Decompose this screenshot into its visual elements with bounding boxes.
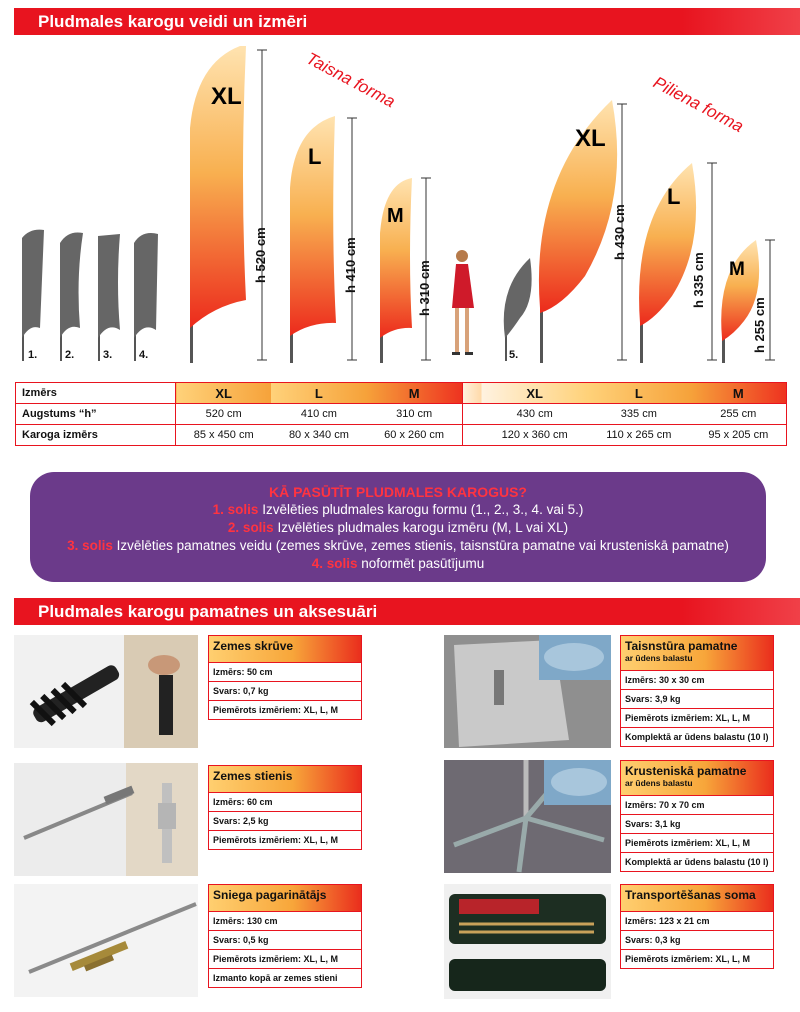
straight-shape-title: Taisna forma (303, 48, 399, 112)
shape-number-5: 5. (509, 349, 519, 361)
flag-size-label: XL (575, 125, 606, 152)
flag-size-label: XL (211, 83, 242, 110)
card-row: Piemērots izmēriem: XL, L, M (620, 709, 774, 728)
accessory-card-ground-screw (208, 635, 362, 720)
card-row: Svars: 3,1 kg (620, 815, 774, 834)
drop-shape-title: Piliena forma (650, 72, 747, 137)
accessory-card-ground-rod (208, 765, 362, 850)
section-title-accessories: Pludmales karogu pamatnes un aksesuāri (14, 598, 800, 625)
grey-shape-3 (98, 234, 120, 361)
card-title: Taisnstūra pamatne ar ūdens balastu (620, 635, 774, 671)
shape-number-4: 4. (139, 349, 149, 361)
flag-straight-xl (190, 46, 246, 363)
card-row: Piemērots izmēriem: XL, L, M (620, 950, 774, 969)
card-row: Izmanto kopā ar zemes stieni (208, 969, 362, 988)
flag-height-label: h 310 cm (417, 260, 432, 316)
card-title: Transportēšanas soma (620, 884, 774, 912)
size-cell: M (366, 383, 462, 404)
ground-rod-photo (14, 763, 198, 876)
accessory-card-transport-bag (620, 884, 774, 969)
how-to-order-box (30, 472, 766, 582)
flag-size-label: L (308, 144, 322, 169)
snow-extension-photo (14, 884, 198, 997)
size-cell: XL (176, 383, 272, 404)
order-title: KĀ PASŪTĪT PLUDMALES KAROGUS? (269, 484, 527, 500)
flag-height-label: h 520 cm (253, 227, 268, 283)
height-cell: 410 cm (271, 404, 366, 425)
card-title: Zemes skrūve (208, 635, 362, 663)
card-row: Svars: 0,3 kg (620, 931, 774, 950)
table-row (16, 383, 787, 404)
order-step-1: 1. solis Izvēlēties pludmales karogu formu (1., 2., 3., 4. vai 5.) (212, 502, 584, 517)
card-row: Svars: 0,7 kg (208, 682, 362, 701)
flag-size-label: M (387, 205, 404, 227)
flag-size-label: M (729, 259, 745, 280)
transport-bag-photo (444, 884, 611, 999)
size-cell: L (271, 383, 366, 404)
order-step-4: 4. solis noformēt pasūtījumu (311, 556, 485, 571)
card-row: Izmērs: 60 cm (208, 793, 362, 812)
square-base-photo (444, 635, 611, 748)
accessory-card-cross-base (620, 760, 774, 872)
shape-number-1: 1. (28, 349, 38, 361)
card-title: Sniega pagarinātājs (208, 884, 362, 912)
table-gap (462, 404, 482, 425)
card-row: Izmērs: 130 cm (208, 912, 362, 931)
card-subtitle: ar ūdens balastu (625, 778, 693, 788)
table-gap (462, 383, 482, 404)
flag-size-cell: 60 x 260 cm (366, 425, 462, 446)
cross-base-photo (444, 760, 611, 873)
card-row: Piemērots izmēriem: XL, L, M (208, 950, 362, 969)
grey-shape-4 (134, 233, 158, 361)
card-row: Svars: 2,5 kg (208, 812, 362, 831)
row-label: Augstums “h” (16, 404, 176, 425)
flag-drop-l (639, 163, 696, 363)
flag-height-label: h 410 cm (343, 237, 358, 293)
height-cell: 430 cm (482, 404, 587, 425)
card-row: Svars: 0,5 kg (208, 931, 362, 950)
card-row: Piemērots izmēriem: XL, L, M (620, 834, 774, 853)
card-row: Izmērs: 50 cm (208, 663, 362, 682)
order-step-3: 3. solis Izvēlēties pamatnes veidu (zemes skrūve, zemes stienis, taisnstūra pamatne vai krusteniskā pamatne) (67, 538, 729, 553)
flag-size-cell: 85 x 450 cm (176, 425, 272, 446)
row-label: Karoga izmērs (16, 425, 176, 446)
height-cell: 310 cm (366, 404, 462, 425)
accessory-card-snow-extension (208, 884, 362, 988)
section-title-flag-types: Pludmales karogu veidi un izmēri (14, 8, 800, 35)
card-title: Zemes stienis (208, 765, 362, 793)
table-row (16, 425, 787, 446)
card-row: Izmērs: 70 x 70 cm (620, 796, 774, 815)
height-cell: 520 cm (176, 404, 272, 425)
card-title: Krusteniskā pamatne ar ūdens balastu (620, 760, 774, 796)
card-subtitle: ar ūdens balastu (625, 653, 693, 663)
card-row: Piemērots izmēriem: XL, L, M (208, 701, 362, 720)
grey-shape-5 (504, 258, 532, 361)
grey-shape-1 (22, 230, 44, 361)
row-label: Izmērs (16, 383, 176, 404)
flag-height-label: h 430 cm (612, 204, 627, 260)
flag-size-cell: 95 x 205 cm (691, 425, 787, 446)
card-row: Izmērs: 123 x 21 cm (620, 912, 774, 931)
size-cell: XL (482, 383, 587, 404)
height-cell: 255 cm (691, 404, 787, 425)
card-row: Komplektā ar ūdens balastu (10 l) (620, 728, 774, 747)
card-row: Izmērs: 30 x 30 cm (620, 671, 774, 690)
card-row: Svars: 3,9 kg (620, 690, 774, 709)
table-gap (462, 425, 482, 446)
person-figure (452, 250, 474, 355)
flag-straight-m (380, 178, 412, 363)
flag-straight-l (290, 116, 336, 363)
size-cell: M (691, 383, 787, 404)
flags-illustration (0, 38, 800, 373)
flag-height-label: h 255 cm (752, 297, 767, 353)
flag-size-cell: 120 x 360 cm (482, 425, 587, 446)
card-row: Komplektā ar ūdens balastu (10 l) (620, 853, 774, 872)
grey-shape-2 (60, 232, 83, 361)
table-row (16, 404, 787, 425)
flag-size-cell: 110 x 265 cm (587, 425, 691, 446)
flag-height-label: h 335 cm (691, 252, 706, 308)
ground-screw-photo (14, 635, 198, 748)
size-table (15, 382, 787, 446)
flag-drop-xl (539, 100, 617, 363)
shape-number-3: 3. (103, 349, 113, 361)
height-cell: 335 cm (587, 404, 691, 425)
size-cell: L (587, 383, 691, 404)
flag-size-label: L (667, 184, 681, 209)
card-row: Piemērots izmēriem: XL, L, M (208, 831, 362, 850)
shape-number-2: 2. (65, 349, 75, 361)
flag-size-cell: 80 x 340 cm (271, 425, 366, 446)
order-step-2: 2. solis Izvēlēties pludmales karogu izmēru (M, L vai XL) (227, 520, 569, 535)
accessory-card-square-base (620, 635, 774, 747)
